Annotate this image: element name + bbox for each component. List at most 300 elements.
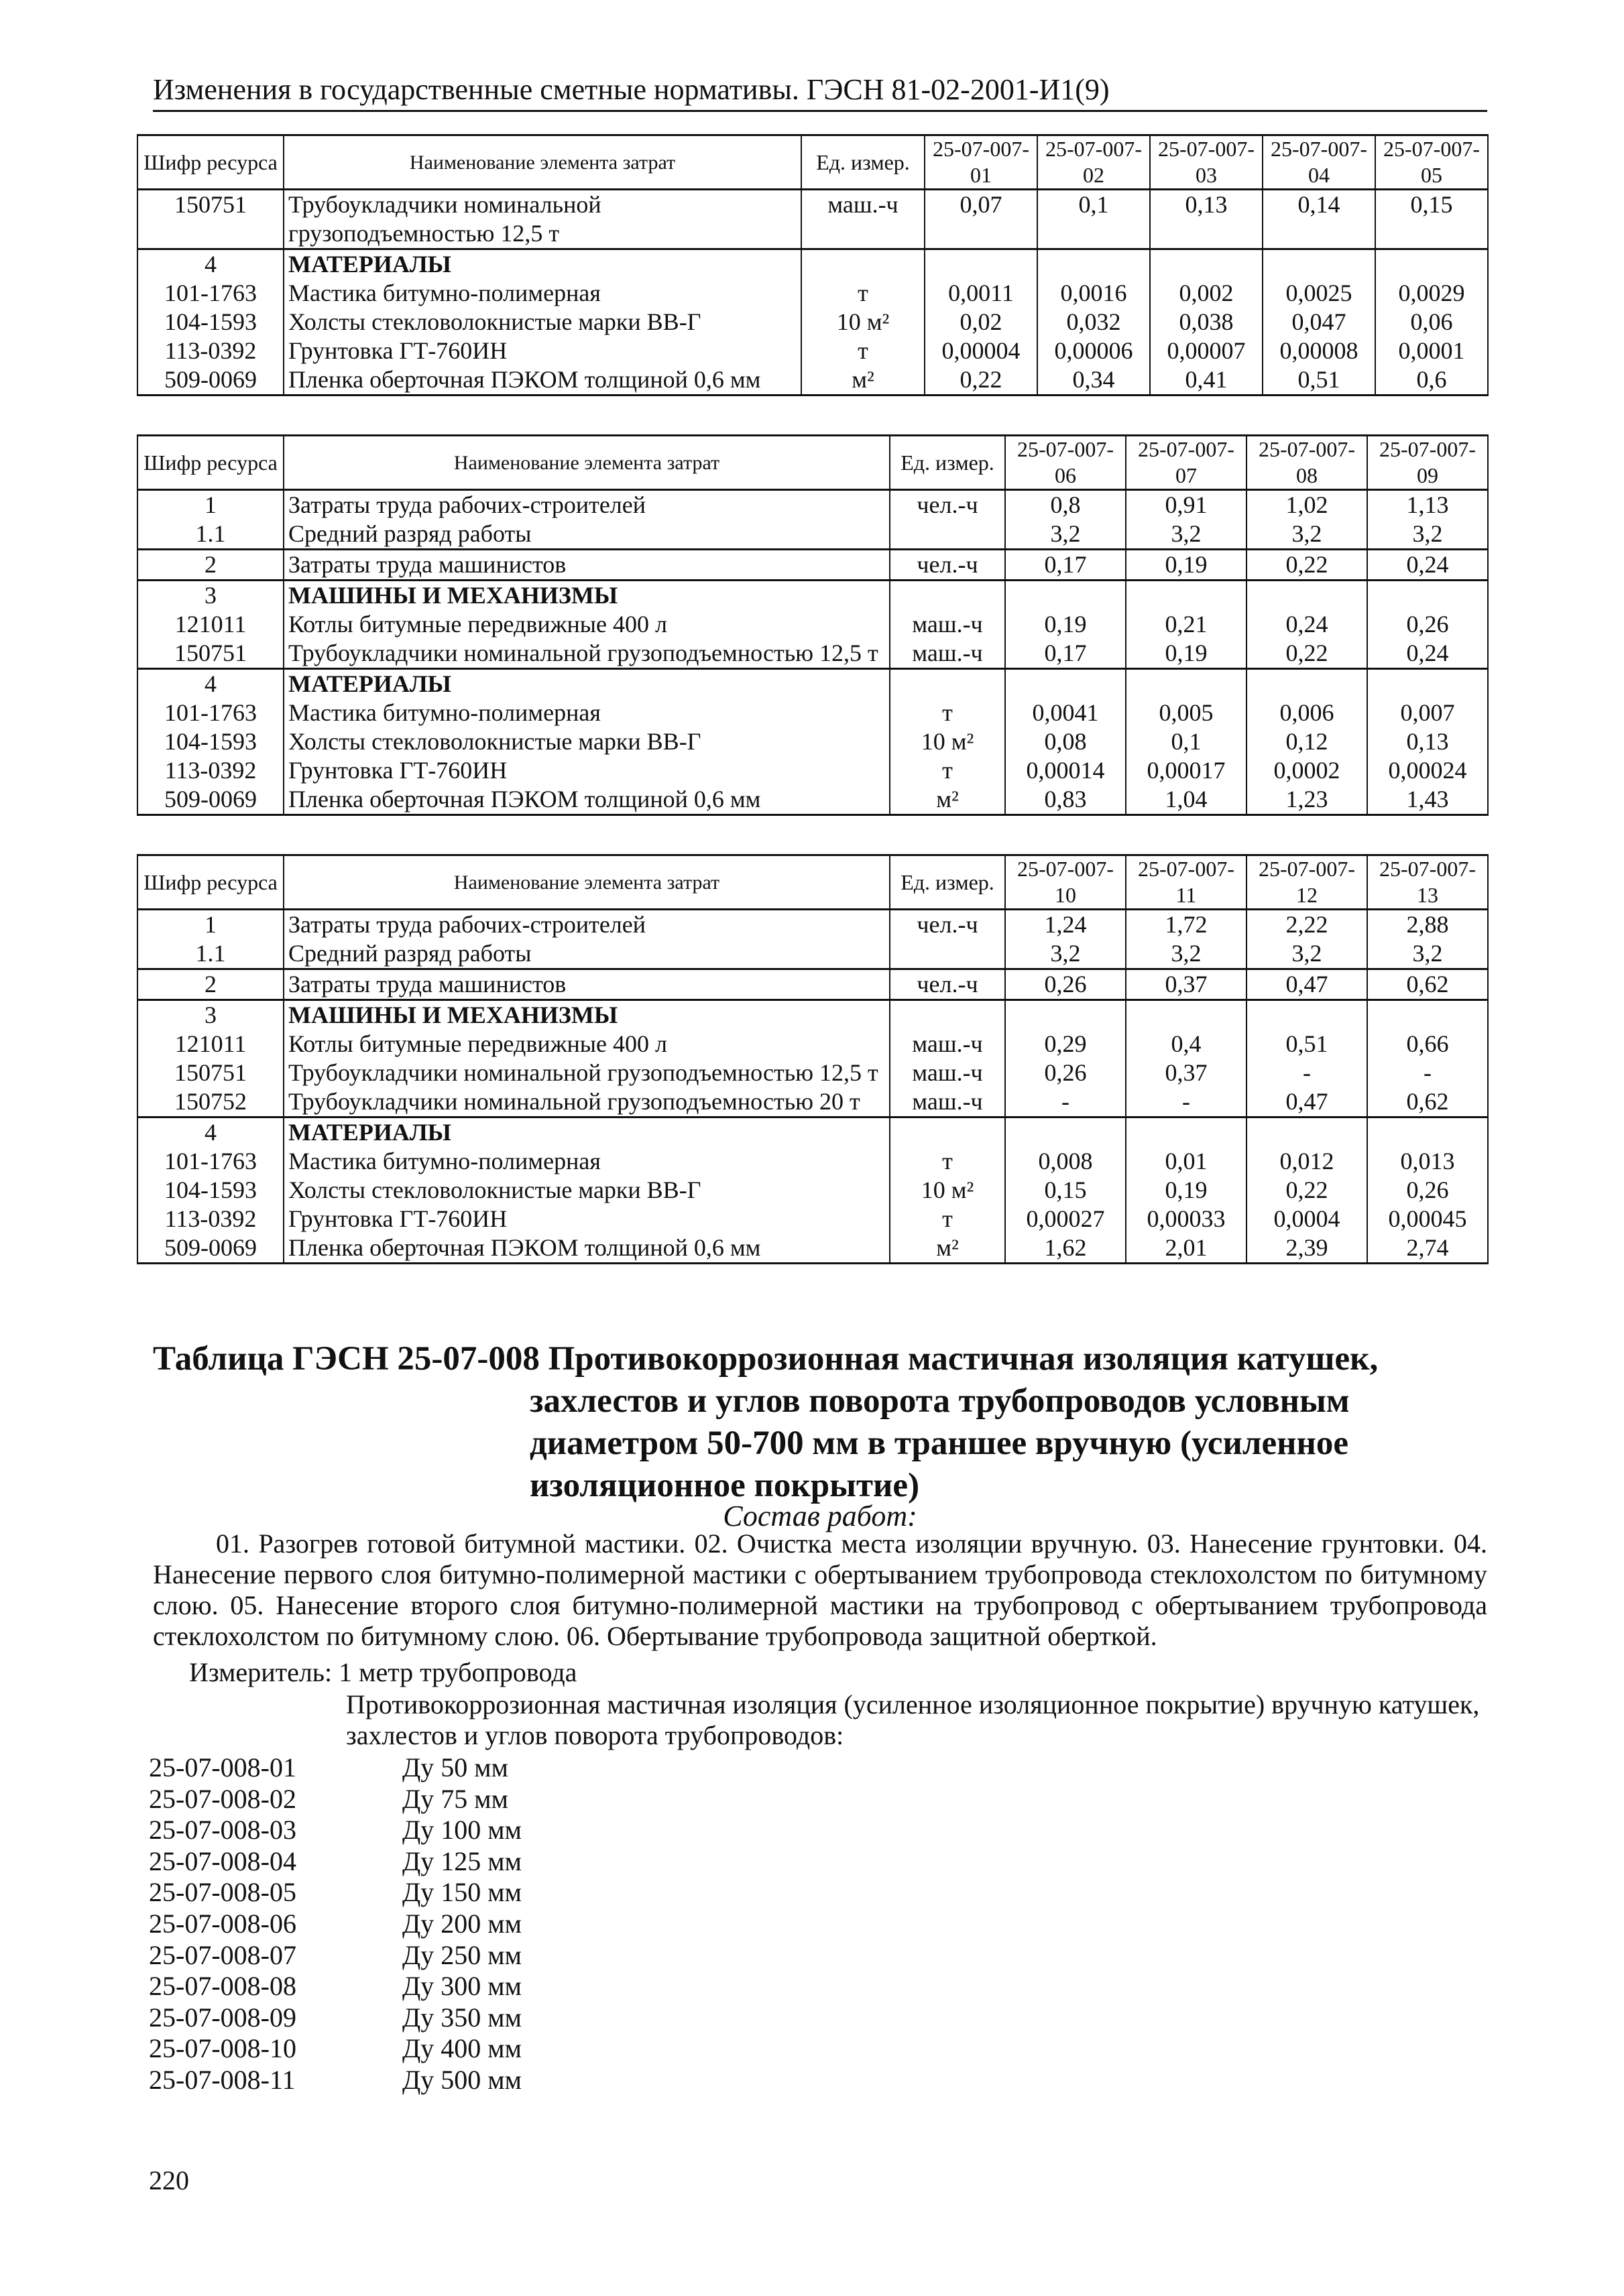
- row-code: 4: [137, 1117, 284, 1148]
- row-value: [1005, 1117, 1126, 1148]
- row-value: 0,02: [925, 308, 1037, 337]
- norm-diameter: Ду 300 мм: [402, 1971, 522, 2002]
- row-code: 113-0392: [137, 756, 284, 785]
- table-row: [137, 1087, 1488, 1117]
- composition-text-block: [153, 1528, 1487, 1652]
- header-norm-code: 25-07-007-02: [1037, 135, 1150, 190]
- row-value: 0,00004: [925, 337, 1037, 365]
- row-code: 121011: [137, 610, 284, 639]
- header-norm-code: 25-07-007-08: [1246, 436, 1367, 490]
- composition-text: 01. Разогрев готовой битумной мастики. 02. Очистка места изоляции вручную. 03. Нанесение грунтовки. 04. Нанесение первого слоя битумно-полимерной мастики с обертыванием трубопровода стеклохолстом по битумному слою. 05. Нанесение второго слоя битумно-полимерной мастики на трубопровод с обертыванием трубопровода стеклохолстом по битумному слою. 06. Обертывание трубопровода защитной оберткой.: [153, 1528, 1487, 1651]
- row-value: 0,012: [1246, 1147, 1367, 1176]
- row-value: 0,51: [1263, 365, 1375, 396]
- row-unit: [890, 939, 1005, 969]
- norm-code: 25-07-008-05: [149, 1877, 296, 1908]
- row-unit: т: [801, 279, 925, 308]
- table-row: [137, 727, 1488, 756]
- table-row: [137, 1233, 1488, 1264]
- row-value: 0,62: [1367, 969, 1488, 1000]
- table-row: [137, 581, 1488, 611]
- row-unit: [890, 520, 1005, 550]
- measure-unit: Измеритель: 1 метр трубопровода: [189, 1657, 577, 1687]
- header-unit: Ед. измер.: [890, 436, 1005, 490]
- header-norm-code: 25-07-007-07: [1126, 436, 1246, 490]
- row-name: Мастика битумно-полимерная: [284, 279, 801, 308]
- header-name: Наименование элемента затрат: [284, 855, 890, 910]
- row-code: 101-1763: [137, 1147, 284, 1176]
- row-value: 0,21: [1126, 610, 1246, 639]
- row-unit: т: [890, 1205, 1005, 1233]
- header-norm-code: 25-07-007-11: [1126, 855, 1246, 910]
- norm-code: 25-07-008-02: [149, 1783, 296, 1814]
- row-code: 150751: [137, 190, 284, 249]
- table-row: [137, 639, 1488, 669]
- row-name: Грунтовка ГТ-760ИН: [284, 756, 890, 785]
- row-name: Затраты труда машинистов: [284, 550, 890, 581]
- table-row: [137, 365, 1488, 396]
- row-unit: маш.-ч: [890, 1059, 1005, 1087]
- running-header: Изменения в государственные сметные нормативы. ГЭСН 81-02-2001-И1(9): [153, 70, 1487, 112]
- row-name: Мастика битумно-полимерная: [284, 1147, 890, 1176]
- row-code: 121011: [137, 1030, 284, 1059]
- table-row: [137, 550, 1488, 581]
- row-name: МАТЕРИАЛЫ: [284, 1117, 890, 1148]
- row-value: 0,00017: [1126, 756, 1246, 785]
- row-name: МАШИНЫ И МЕХАНИЗМЫ: [284, 1000, 890, 1030]
- table-row: [137, 308, 1488, 337]
- section-title-rest: захлестов и углов поворота трубопроводов условным диаметром 50-700 мм в траншее вручную (усиленное изоляционное покрытие): [530, 1382, 1350, 1504]
- row-unit: чел.-ч: [890, 550, 1005, 581]
- row-value: [1246, 1000, 1367, 1030]
- row-name: Мастика битумно-полимерная: [284, 699, 890, 727]
- row-name: Трубоукладчики номинальной грузоподъемностью 20 т: [284, 1087, 890, 1117]
- section-title: [153, 1338, 1427, 1507]
- row-code: 4: [137, 669, 284, 699]
- row-value: 3,2: [1246, 939, 1367, 969]
- row-unit: чел.-ч: [890, 969, 1005, 1000]
- row-value: 2,22: [1246, 910, 1367, 940]
- row-name: Пленка оберточная ПЭКОМ толщиной 0,6 мм: [284, 365, 801, 396]
- row-value: 1,13: [1367, 490, 1488, 520]
- row-value: 1,02: [1246, 490, 1367, 520]
- row-value: 3,2: [1005, 520, 1126, 550]
- norm-description: Противокоррозионная мастичная изоляция (усиленное изоляционное покрытие) вручную катушек, захлестов и углов поворота трубопроводов:: [346, 1689, 1480, 1750]
- row-value: 0,19: [1126, 550, 1246, 581]
- norm-code: 25-07-008-01: [149, 1752, 296, 1783]
- header-unit: Ед. измер.: [801, 135, 925, 190]
- row-code: 104-1593: [137, 1176, 284, 1205]
- row-unit: т: [890, 756, 1005, 785]
- row-code: 3: [137, 1000, 284, 1030]
- row-value: 2,39: [1246, 1233, 1367, 1264]
- row-value: 0,0001: [1375, 337, 1488, 365]
- row-value: 0,0029: [1375, 279, 1488, 308]
- norm-code: 25-07-008-10: [149, 2033, 296, 2064]
- row-value: -: [1246, 1059, 1367, 1087]
- resource-table-1: [137, 134, 1489, 396]
- row-value: 1,62: [1005, 1233, 1126, 1264]
- row-value: 0,26: [1367, 1176, 1488, 1205]
- row-value: 0,008: [1005, 1147, 1126, 1176]
- row-value: 0,047: [1263, 308, 1375, 337]
- row-code: 1.1: [137, 520, 284, 550]
- row-value: 0,66: [1367, 1030, 1488, 1059]
- row-value: [1126, 669, 1246, 699]
- row-unit: [890, 581, 1005, 611]
- header-code: Шифр ресурса: [137, 135, 284, 190]
- row-unit: т: [890, 1147, 1005, 1176]
- table-row: [137, 610, 1488, 639]
- row-value: 0,4: [1126, 1030, 1246, 1059]
- norm-diameter: Ду 400 мм: [402, 2033, 522, 2064]
- header-norm-code: 25-07-007-06: [1005, 436, 1126, 490]
- row-name: Средний разряд работы: [284, 520, 890, 550]
- row-value: 0,0002: [1246, 756, 1367, 785]
- norm-code: 25-07-008-06: [149, 1908, 296, 1939]
- row-value: 3,2: [1126, 520, 1246, 550]
- row-value: [1367, 669, 1488, 699]
- row-value: 0,00014: [1005, 756, 1126, 785]
- norm-code-item: [149, 2002, 522, 2034]
- row-value: 0,41: [1150, 365, 1263, 396]
- norm-code-item: [149, 1784, 522, 1815]
- row-value: -: [1005, 1087, 1126, 1117]
- norm-code-item: [149, 1846, 522, 1878]
- row-value: 0,22: [1246, 550, 1367, 581]
- row-unit: т: [890, 699, 1005, 727]
- row-value: [1126, 1117, 1246, 1148]
- norm-code: 25-07-008-04: [149, 1846, 296, 1876]
- row-value: 0,13: [1367, 727, 1488, 756]
- table-row: [137, 190, 1488, 249]
- row-value: 0,22: [1246, 1176, 1367, 1205]
- row-value: 2,88: [1367, 910, 1488, 940]
- row-value: 0,00027: [1005, 1205, 1126, 1233]
- table-row: [137, 1059, 1488, 1087]
- row-value: 0,0004: [1246, 1205, 1367, 1233]
- row-value: 0,19: [1005, 610, 1126, 639]
- row-value: 0,1: [1126, 727, 1246, 756]
- row-value: 0,37: [1126, 1059, 1246, 1087]
- header-code: Шифр ресурса: [137, 855, 284, 910]
- row-code: 104-1593: [137, 308, 284, 337]
- table-row: [137, 1176, 1488, 1205]
- row-unit: 10 м²: [890, 727, 1005, 756]
- row-unit: маш.-ч: [890, 1030, 1005, 1059]
- row-value: 0,00008: [1263, 337, 1375, 365]
- row-value: 0,013: [1367, 1147, 1488, 1176]
- header-norm-code: 25-07-007-01: [925, 135, 1037, 190]
- row-value: 1,24: [1005, 910, 1126, 940]
- row-value: [1005, 581, 1126, 611]
- norm-code: 25-07-008-07: [149, 1939, 296, 1970]
- row-value: 0,51: [1246, 1030, 1367, 1059]
- row-value: 0,00024: [1367, 756, 1488, 785]
- row-value: 0,22: [925, 365, 1037, 396]
- row-code: 104-1593: [137, 727, 284, 756]
- row-value: 0,47: [1246, 969, 1367, 1000]
- row-value: 0,29: [1005, 1030, 1126, 1059]
- row-value: 0,47: [1246, 1087, 1367, 1117]
- row-value: 0,83: [1005, 785, 1126, 815]
- row-value: 0,01: [1126, 1147, 1246, 1176]
- row-value: 0,0011: [925, 279, 1037, 308]
- norm-diameter: Ду 75 мм: [402, 1783, 508, 1814]
- row-code: 150752: [137, 1087, 284, 1117]
- row-value: 1,72: [1126, 910, 1246, 940]
- row-name: Трубоукладчики номинальной грузоподъемностью 12,5 т: [284, 1059, 890, 1087]
- header-norm-code: 25-07-007-10: [1005, 855, 1126, 910]
- norm-diameter: Ду 250 мм: [402, 1939, 522, 1970]
- row-value: 0,0025: [1263, 279, 1375, 308]
- row-value: 0,07: [925, 190, 1037, 249]
- row-value: 0,032: [1037, 308, 1150, 337]
- row-name: Затраты труда рабочих-строителей: [284, 490, 890, 520]
- row-value: 0,006: [1246, 699, 1367, 727]
- row-name: Холсты стекловолокнистые марки ВВ-Г: [284, 308, 801, 337]
- table-row: [137, 1147, 1488, 1176]
- norm-diameter: Ду 100 мм: [402, 1815, 522, 1846]
- header-name: Наименование элемента затрат: [284, 135, 801, 190]
- row-name: Затраты труда машинистов: [284, 969, 890, 1000]
- norm-code: 25-07-008-08: [149, 1971, 296, 2002]
- row-name: Котлы битумные передвижные 400 л: [284, 610, 890, 639]
- table-row: [137, 756, 1488, 785]
- row-unit: т: [801, 337, 925, 365]
- row-value: 1,23: [1246, 785, 1367, 815]
- header-norm-code: 25-07-007-05: [1375, 135, 1488, 190]
- table-row: [137, 939, 1488, 969]
- row-value: [1246, 669, 1367, 699]
- row-unit: 10 м²: [801, 308, 925, 337]
- row-value: 0,06: [1375, 308, 1488, 337]
- row-code: 3: [137, 581, 284, 611]
- row-value: 0,13: [1150, 190, 1263, 249]
- row-value: [1367, 1117, 1488, 1148]
- row-unit: 10 м²: [890, 1176, 1005, 1205]
- table-row: [137, 490, 1488, 520]
- row-value: -: [1126, 1087, 1246, 1117]
- row-code: 113-0392: [137, 1205, 284, 1233]
- row-value: [1367, 581, 1488, 611]
- norm-code-item: [149, 1909, 522, 1940]
- row-value: 0,00033: [1126, 1205, 1246, 1233]
- row-value: 0,12: [1246, 727, 1367, 756]
- table-row: [137, 1205, 1488, 1233]
- row-value: [1037, 249, 1150, 280]
- row-unit: [801, 249, 925, 280]
- header-norm-code: 25-07-007-13: [1367, 855, 1488, 910]
- table-row: [137, 249, 1488, 280]
- resource-table-3: [137, 854, 1489, 1264]
- header-unit: Ед. измер.: [890, 855, 1005, 910]
- row-unit: маш.-ч: [890, 1087, 1005, 1117]
- norm-code-item: [149, 1971, 522, 2002]
- row-value: [1150, 249, 1263, 280]
- row-value: 3,2: [1367, 520, 1488, 550]
- row-value: 0,00006: [1037, 337, 1150, 365]
- section-title-line1: Таблица ГЭСН 25-07-008 Противокоррозионная мастичная изоляция катушек,: [153, 1340, 1379, 1378]
- row-value: 0,37: [1126, 969, 1246, 1000]
- row-value: 0,14: [1263, 190, 1375, 249]
- table-row: [137, 910, 1488, 940]
- row-name: Пленка оберточная ПЭКОМ толщиной 0,6 мм: [284, 1233, 890, 1264]
- row-name: Трубоукладчики номинальной грузоподъемностью 12,5 т: [284, 639, 890, 669]
- row-unit: маш.-ч: [890, 610, 1005, 639]
- row-value: [1246, 1117, 1367, 1148]
- row-unit: м²: [801, 365, 925, 396]
- row-value: 3,2: [1126, 939, 1246, 969]
- row-value: 0,08: [1005, 727, 1126, 756]
- row-value: 0,24: [1246, 610, 1367, 639]
- header-code: Шифр ресурса: [137, 436, 284, 490]
- resource-table-2: [137, 434, 1489, 816]
- norm-diameter: Ду 200 мм: [402, 1908, 522, 1939]
- header-norm-code: 25-07-007-03: [1150, 135, 1263, 190]
- row-value: 0,19: [1126, 1176, 1246, 1205]
- row-value: 0,0016: [1037, 279, 1150, 308]
- row-unit: маш.-ч: [801, 190, 925, 249]
- norm-code-item: [149, 1940, 522, 1972]
- table-row: [137, 520, 1488, 550]
- row-value: 0,26: [1005, 969, 1126, 1000]
- row-value: [1375, 249, 1488, 280]
- row-code: 150751: [137, 1059, 284, 1087]
- row-unit: чел.-ч: [890, 910, 1005, 940]
- row-name: МАШИНЫ И МЕХАНИЗМЫ: [284, 581, 890, 611]
- norm-code-item: [149, 1877, 522, 1909]
- row-value: 0,15: [1005, 1176, 1126, 1205]
- row-value: 2,74: [1367, 1233, 1488, 1264]
- table-row: [137, 337, 1488, 365]
- norm-code: 25-07-008-09: [149, 2002, 296, 2033]
- row-value: [1246, 581, 1367, 611]
- norm-diameter: Ду 350 мм: [402, 2002, 522, 2033]
- table-row: [137, 1117, 1488, 1148]
- row-value: 0,17: [1005, 639, 1126, 669]
- table-header-row: [137, 436, 1488, 490]
- row-value: 0,6: [1375, 365, 1488, 396]
- row-value: [1126, 581, 1246, 611]
- table-row: [137, 1000, 1488, 1030]
- row-value: 0,26: [1367, 610, 1488, 639]
- header-name: Наименование элемента затрат: [284, 436, 890, 490]
- row-name: Котлы битумные передвижные 400 л: [284, 1030, 890, 1059]
- row-value: 0,22: [1246, 639, 1367, 669]
- row-unit: [890, 1117, 1005, 1148]
- row-unit: маш.-ч: [890, 639, 1005, 669]
- row-value: [925, 249, 1037, 280]
- norm-code-item: [149, 2033, 522, 2065]
- row-value: 3,2: [1367, 939, 1488, 969]
- row-name: Грунтовка ГТ-760ИН: [284, 1205, 890, 1233]
- table-row: [137, 1030, 1488, 1059]
- row-value: [1263, 249, 1375, 280]
- composition-label: Состав работ:: [723, 1500, 917, 1532]
- row-name: МАТЕРИАЛЫ: [284, 669, 890, 699]
- row-value: [1126, 1000, 1246, 1030]
- row-value: 3,2: [1246, 520, 1367, 550]
- row-value: 2,01: [1126, 1233, 1246, 1264]
- norm-code-item: [149, 1752, 522, 1784]
- row-value: 0,1: [1037, 190, 1150, 249]
- row-value: 0,002: [1150, 279, 1263, 308]
- page-number: 220: [149, 2165, 189, 2195]
- row-value: 0,00045: [1367, 1205, 1488, 1233]
- header-norm-code: 25-07-007-12: [1246, 855, 1367, 910]
- row-code: 2: [137, 550, 284, 581]
- table-header-row: [137, 855, 1488, 910]
- row-unit: [890, 669, 1005, 699]
- norm-diameter: Ду 150 мм: [402, 1877, 522, 1908]
- row-name: Холсты стекловолокнистые марки ВВ-Г: [284, 1176, 890, 1205]
- table-header-row: [137, 135, 1488, 190]
- row-code: 509-0069: [137, 365, 284, 396]
- header-norm-code: 25-07-007-04: [1263, 135, 1375, 190]
- row-value: 0,19: [1126, 639, 1246, 669]
- row-code: 113-0392: [137, 337, 284, 365]
- row-value: 0,24: [1367, 550, 1488, 581]
- norm-diameter: Ду 50 мм: [402, 1752, 508, 1783]
- row-code: 1.1: [137, 939, 284, 969]
- row-value: 1,43: [1367, 785, 1488, 815]
- table-row: [137, 699, 1488, 727]
- table-row: [137, 969, 1488, 1000]
- row-unit: м²: [890, 1233, 1005, 1264]
- table-row: [137, 669, 1488, 699]
- row-value: 0,24: [1367, 639, 1488, 669]
- row-name: Затраты труда рабочих-строителей: [284, 910, 890, 940]
- row-value: 0,34: [1037, 365, 1150, 396]
- row-value: 0,007: [1367, 699, 1488, 727]
- row-value: 0,91: [1126, 490, 1246, 520]
- header-norm-code: 25-07-007-09: [1367, 436, 1488, 490]
- row-unit: [890, 1000, 1005, 1030]
- row-code: 150751: [137, 639, 284, 669]
- row-unit: м²: [890, 785, 1005, 815]
- row-code: 1: [137, 490, 284, 520]
- row-value: 0,17: [1005, 550, 1126, 581]
- table-row: [137, 785, 1488, 815]
- row-value: 0,62: [1367, 1087, 1488, 1117]
- row-value: [1367, 1000, 1488, 1030]
- row-code: 2: [137, 969, 284, 1000]
- norm-code-item: [149, 1815, 522, 1846]
- norm-code-item: [149, 2065, 522, 2096]
- row-value: -: [1367, 1059, 1488, 1087]
- row-name: Грунтовка ГТ-760ИН: [284, 337, 801, 365]
- row-name: Трубоукладчики номинальной грузоподъемностью 12,5 т: [284, 190, 801, 249]
- row-value: 0,0041: [1005, 699, 1126, 727]
- row-value: [1005, 669, 1126, 699]
- row-value: [1005, 1000, 1126, 1030]
- row-code: 101-1763: [137, 699, 284, 727]
- row-code: 101-1763: [137, 279, 284, 308]
- row-value: 0,005: [1126, 699, 1246, 727]
- row-value: 0,8: [1005, 490, 1126, 520]
- row-value: 0,00007: [1150, 337, 1263, 365]
- row-code: 1: [137, 910, 284, 940]
- row-value: 0,038: [1150, 308, 1263, 337]
- row-name: Холсты стекловолокнистые марки ВВ-Г: [284, 727, 890, 756]
- row-unit: чел.-ч: [890, 490, 1005, 520]
- norm-code: 25-07-008-11: [149, 2064, 296, 2095]
- table-row: [137, 279, 1488, 308]
- row-name: МАТЕРИАЛЫ: [284, 249, 801, 280]
- row-code: 509-0069: [137, 1233, 284, 1264]
- norm-diameter: Ду 500 мм: [402, 2064, 522, 2095]
- row-value: 0,26: [1005, 1059, 1126, 1087]
